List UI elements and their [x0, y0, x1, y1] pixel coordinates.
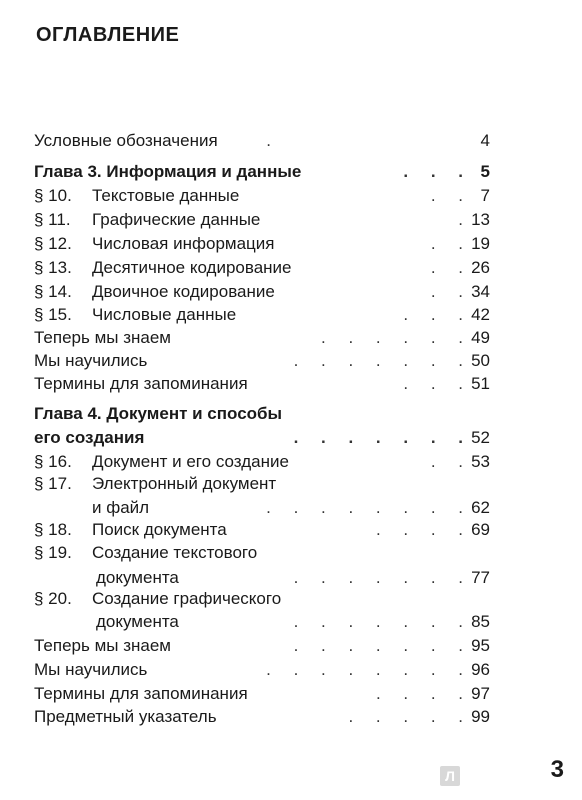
toc-page-number: 69 — [471, 520, 490, 539]
toc-section-number: § 18. — [34, 520, 72, 539]
toc-page-number: 4 — [480, 131, 490, 150]
toc-page-number: 49 — [471, 328, 490, 347]
toc-page-number: 19 — [471, 234, 490, 253]
toc-page-number: 62 — [471, 498, 490, 517]
toc-page-number: 5 — [480, 162, 490, 181]
toc-entry[interactable] — [0, 682, 582, 706]
toc-entry-text: Условные обозначения — [34, 131, 218, 150]
toc-entry[interactable] — [0, 450, 582, 474]
toc-entry-text: Десятичное кодирование — [92, 258, 292, 277]
toc-leader-dots: . . — [430, 258, 472, 277]
toc-entry[interactable] — [0, 256, 582, 280]
page-title: ОГЛАВЛЕНИЕ — [36, 24, 180, 46]
toc-entry[interactable] — [0, 634, 582, 658]
toc-entry[interactable] — [0, 326, 582, 350]
toc-page-number: 34 — [471, 282, 490, 301]
toc-entry-text: Предметный указатель — [34, 707, 217, 726]
toc-section-number: § 17. — [34, 474, 72, 493]
toc-entry[interactable] — [0, 129, 582, 153]
toc-entry[interactable] — [0, 496, 582, 520]
toc-chapter[interactable] — [0, 160, 582, 184]
toc-entry-text: Числовая информация — [92, 234, 275, 253]
toc-section-number: § 10. — [34, 186, 72, 205]
toc-entry[interactable] — [0, 518, 582, 542]
toc-section-number: § 20. — [34, 589, 72, 608]
toc-page-number: 77 — [471, 568, 490, 587]
toc-entry-text: Графические данные — [92, 210, 261, 229]
toc-chapter[interactable] — [0, 402, 582, 426]
toc-page-number: 97 — [471, 684, 490, 703]
toc-section-number: § 15. — [34, 305, 72, 324]
toc-leader-dots: . — [458, 210, 472, 229]
toc-entry-text: Текстовые данные — [92, 186, 240, 205]
toc-entry-text: Числовые данные — [92, 305, 237, 324]
toc-page-number: 42 — [471, 305, 490, 324]
toc-section-number: § 16. — [34, 452, 72, 471]
toc-leader-dots: . . . . . . . — [293, 636, 472, 655]
toc-entry[interactable] — [0, 372, 582, 396]
toc-entry-text: Двоичное кодирование — [92, 282, 275, 301]
toc-leader-dots: . . . . — [375, 684, 472, 703]
toc-entry[interactable] — [0, 303, 582, 327]
toc-section-number: § 13. — [34, 258, 72, 277]
toc-leader-dots: . . . . . — [348, 707, 472, 726]
toc-entry-text: Создание текстового — [92, 543, 258, 562]
toc-leader-dots: . . . . . . . — [293, 428, 472, 447]
toc-leader-dots: . . . . . . . — [293, 351, 472, 370]
toc-leader-dots: . . . . . . . — [293, 612, 472, 631]
toc-leader-dots: . . . — [403, 305, 472, 324]
toc-page-number: 51 — [471, 374, 490, 393]
toc-page-number: 13 — [471, 210, 490, 229]
toc-entry-text: Термины для запоминания — [34, 684, 248, 703]
toc-leader-dots: . . — [430, 186, 472, 205]
toc-entry[interactable] — [0, 705, 582, 729]
toc-page-number: 26 — [471, 258, 490, 277]
toc-section-number: § 11. — [34, 210, 71, 229]
toc-leader-dots: . . . . . . . . — [266, 660, 472, 679]
toc-entry-text: Документ и его создание — [92, 452, 289, 471]
toc-entry[interactable] — [0, 280, 582, 304]
toc-entry[interactable] — [0, 208, 582, 232]
toc-entry[interactable] — [0, 472, 582, 496]
toc-entry[interactable] — [0, 610, 582, 634]
toc-leader-dots: . . — [430, 452, 472, 471]
toc-entry[interactable] — [0, 658, 582, 682]
toc-leader-dots: . . — [430, 282, 472, 301]
toc-page-number: 95 — [471, 636, 490, 655]
toc-section-number: § 14. — [34, 282, 72, 301]
watermark-logo: Л — [440, 766, 460, 786]
toc-entry[interactable] — [0, 184, 582, 208]
toc-chapter-text: Глава 4. Документ и способы — [34, 404, 283, 423]
toc-entry-text: Мы научились — [34, 660, 148, 679]
toc-page-number: 53 — [471, 452, 490, 471]
toc-leader-dots: . . . . . . . — [293, 568, 472, 587]
toc-leader-dots: . . . — [403, 374, 472, 393]
toc-page-number: 50 — [471, 351, 490, 370]
toc-entry[interactable] — [0, 587, 582, 611]
toc-section-number: § 12. — [34, 234, 72, 253]
toc-entry-text: документа — [96, 568, 179, 587]
toc-leader-dots: . . . — [403, 162, 472, 181]
toc-entry[interactable] — [0, 232, 582, 256]
toc-chapter-text: Глава 3. Информация и данные — [34, 162, 302, 181]
toc-leader-dots: . . — [430, 234, 472, 253]
toc-entry[interactable] — [0, 541, 582, 565]
toc-entry[interactable] — [0, 349, 582, 373]
toc-entry-text: Электронный документ — [92, 474, 277, 493]
toc-leader-dots: . . . . . . . . — [266, 498, 472, 517]
toc-page-number: 85 — [471, 612, 490, 631]
toc-leader-dots: . . . . . . — [321, 328, 472, 347]
toc-entry-text: Мы научились — [34, 351, 148, 370]
toc-section-number: § 19. — [34, 543, 72, 562]
toc-entry-text: Термины для запоминания — [34, 374, 248, 393]
toc-entry-text: Теперь мы знаем — [34, 328, 171, 347]
page-number: 3 — [550, 756, 564, 783]
toc-entry-text: Создание графического — [92, 589, 282, 608]
toc-page-number: 96 — [471, 660, 490, 679]
toc-leader-dots: . . . . — [375, 520, 472, 539]
toc-entry-text: и файл — [92, 498, 150, 517]
toc-leader-dots: . — [266, 131, 280, 150]
toc-page-number: 99 — [471, 707, 490, 726]
toc-page-number: 7 — [480, 186, 490, 205]
toc-page-number: 52 — [471, 428, 490, 447]
toc-chapter-text: его создания — [34, 428, 145, 447]
toc-chapter[interactable] — [0, 426, 582, 450]
toc-entry-text: документа — [96, 612, 179, 631]
toc-entry-text: Теперь мы знаем — [34, 636, 171, 655]
toc-entry-text: Поиск документа — [92, 520, 227, 539]
